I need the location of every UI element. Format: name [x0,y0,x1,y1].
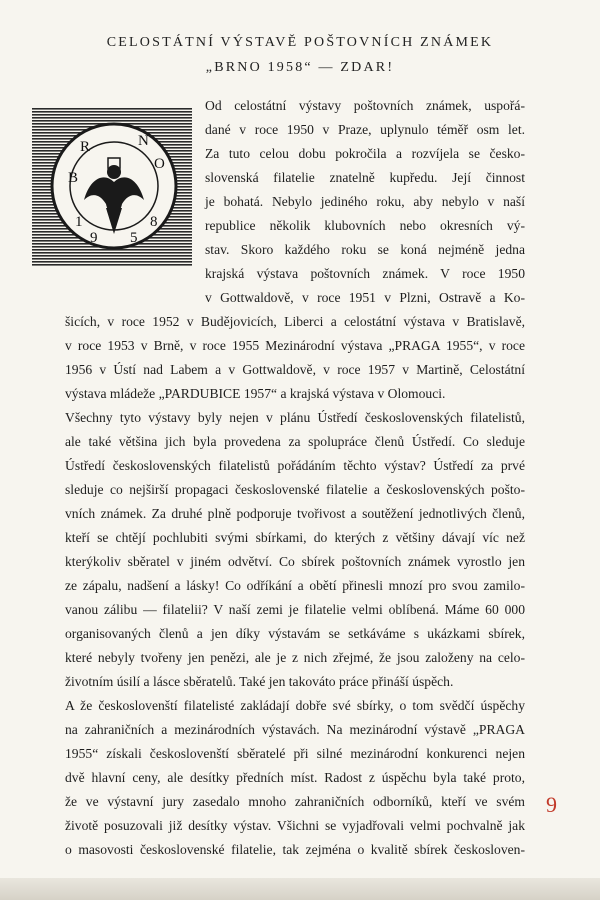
text-line: že ve výstavní jury zasedalo mnoho zahraničních odborníků, kteří ve svém [65,794,525,809]
page-number: 9 [546,792,557,817]
text-line: republice několik klubovních nebo okresních vý- [205,218,525,233]
brno-1958-emblem-icon [32,108,192,266]
emblem-letter: B [68,170,79,186]
text-line: Ústředí československých filatelistů pořádáním těchto výstav? Ústředí za prvé [65,458,525,473]
text-line: 1955“ získali českoslovenští sběratelé při silné mezinárodní konkurenci nejen [65,746,525,761]
emblem-digit: 5 [130,230,138,246]
emblem-digit: 9 [90,230,98,246]
emblem-digit: 8 [150,214,158,230]
text-line: v roce 1953 v Brně, v roce 1955 Mezinárodní výstava „PRAGA 1955“, v roce [65,338,525,353]
heading-line-1: CELOSTÁTNÍ VÝSTAVĚ POŠTOVNÍCH ZNÁMEK [106,35,494,50]
text-line: kteří se chtějí pochlubiti svými sbírkami, do kterých z většiny dávají víc než [65,530,525,545]
text-line: A že českoslovenští filatelisté zakládají dobře své sbírky, o tom svědčí úspěchy [65,698,525,713]
text-line: dané v roce 1950 v Praze, uplynulo téměř osm let. [205,122,525,137]
text-line: v Gottwaldově, v roce 1951 v Plzni, Ostravě a Ko- [205,290,525,305]
text-line: kterýkoliv sběratel v jiném odvětví. Co sbírek poštovních známek vyrostlo jen [65,554,525,569]
text-line: dvě hlavní ceny, ale desítky předních míst. Radost z úspěchu byla také proto, [65,770,525,785]
text-line: 1956 v Ústí nad Labem a v Gottwaldově, v roce 1957 v Martině, Celostátní [65,362,525,377]
emblem-digit: 1 [75,214,83,230]
text-line: ale také většina jich byla provedena za spolupráce členů Ústředí. Co sleduje [65,434,525,449]
text-line: Od celostátní výstavy poštovních známek, uspořá- [205,98,525,113]
text-line: vanou zálibu — filatelii? V naší zemi je filatelie velmi oblíbená. Máme 60 000 [65,602,525,617]
text-line: životním úsilí a lásce sběratelů. Také jen takováto práce přináší úspěch. [65,674,454,689]
text-line: krajská výstava poštovních známek. V roce 1950 [205,266,525,281]
emblem-letter: R [80,139,91,155]
text-line: slovenská filatelie znatelně kupředu. Její činnost [205,170,525,185]
text-line: stav. Skoro každého roku se koná nejméně jedna [205,242,525,257]
text-line: o masovosti československé filatelie, tak zejména o kvalitě sbírek českosloven- [65,842,525,857]
page-bottom-edge [0,878,600,900]
emblem-letter: O [154,156,165,172]
text-line: Všechny tyto výstavy byly nejen v plánu Ústředí československých filatelistů, [65,410,525,425]
emblem-letter: N [138,133,149,149]
text-line: Za tuto celou dobu pokročila a rozvíjela se česko- [205,146,525,161]
heading-line-2: „BRNO 1958“ — ZDAR! [205,60,395,75]
text-line: životě posuzovali již desítky výstav. Všichni se vyjadřovali velmi pochvalně jak [65,818,525,833]
text-line: sleduje co nejširší propagaci československé filatelie a československých pošto- [65,482,525,497]
text-line: je bohatá. Nebylo jediného roku, aby nebylo v naší [205,194,525,209]
text-line: vních známek. Za druhé plně podporuje tvořivost a soutěžení jednotlivých členů, [65,506,525,521]
text-line: na zahraničních a mezinárodních výstavách. Na mezinárodní výstavě „PRAGA [65,722,525,737]
text-line: organisovaných členů a jen díky výstavám se setkáváme s ukázkami sbírek, [65,626,525,641]
text-line: šicích, v roce 1952 v Budějovicích, Liberci a celostátní výstava v Bratislavě, [65,314,525,329]
text-line: které nebyly tvořeny jen penězi, ale je z nich zřejmé, že jsou založeny na celo- [65,650,525,665]
text-line: ze zápalu, nadšení a lásky! Co odříkání a obětí přinesli mnozí pro svou zamilo- [65,578,525,593]
text-line: výstava mládeže „PARDUBICE 1957“ a krajská výstava v Olomouci. [65,386,446,401]
